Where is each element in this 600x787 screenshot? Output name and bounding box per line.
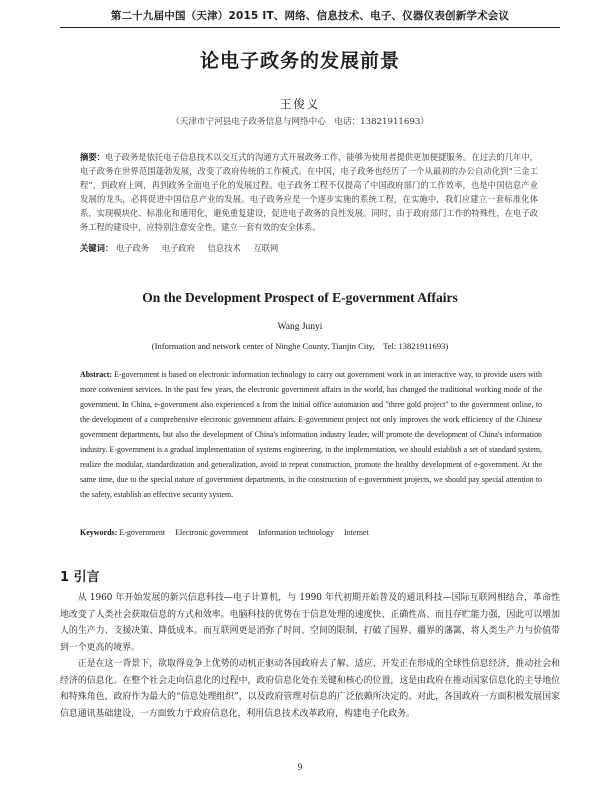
english-keyword: Internet xyxy=(343,528,369,537)
page-number: 9 xyxy=(297,762,303,772)
english-keywords-label: Keywords: xyxy=(80,528,118,537)
chinese-title: 论电子政务的发展前景 xyxy=(199,50,400,72)
body-paragraph: 从 1960 年开始发展的新兴信息科技—电子计算机，与 1990 年代初期开始普及的通讯科技—国际互联网相结合，革命性地改变了人类社会获取信息的方式和效率。电脑科技的优势在于信息处理的速度快、正确性高、而且存贮能力强，因此可以增加人的生产力、支援决策、降低成本。而互联网更是消弥了时间、空间的限制，打破了国界、疆界的藩篱，将人类生产力与价值带到一个更高的境界。 xyxy=(60,593,560,653)
english-author: Wang Junyi xyxy=(277,322,323,332)
body-paragraph: 正是在这一背景下，欲取得竞争上优势的动机正驱动各国政府去了解、适应、开发正在形成的全球性信息经济，推动社会和经济的信息化。在整个社会走向信息化的过程中，政府信息化处在关键和核心的位置，这是由政府在推动国家信息化的主导地位和特殊角色，政府作为最大的“信息处理组织”，以及政府管理对信息的广泛依赖所决定的。对此，各国政府一方面积极发展国家信息通讯基础建设，一方面致力于政府信息化，利用信息技术改革政府，构建电子化政务。 xyxy=(60,659,560,719)
chinese-keywords-label: 关键词： xyxy=(80,243,114,253)
english-keyword: E-government xyxy=(119,528,166,537)
english-affiliation: (Information and network center of Ninghe County, Tianjin City, Tel: 13821911693) xyxy=(151,341,449,351)
chinese-author: 王俊义 xyxy=(279,97,321,111)
chinese-abstract xyxy=(80,150,538,234)
chinese-abstract-label: 摘要： xyxy=(80,152,105,162)
english-abstract-text: E-government is based on electronic information technology to carry out government work in an interactive way, to provide users with more convenient services. In the past few years, the electronic government affairs in the world, has changed the traditional working mode of the government. In China, e-government also experienced a from the initial office automation and "three gold project" to the government online, to the development of a comprehensive electronic government affairs. E-government project not only improves the work efficiency of the Chinese government departments, but also the development of China's information industry leader, will promote the development of China's information industry. E-government is a gradual implementation of systems engineering, in the implementation, we should establish a set of standard system, realize the modular, standardization and generalization, avoid to repeat construction, promote the healthy development of e-government. At the same time, due to the special nature of government departments, in the construction of e-government projects, we should pay special attention to the safety, establish an effective security system. xyxy=(80,370,542,499)
chinese-affiliation: （天津市宁河县电子政务信息与网络中心 电话：13821911693） xyxy=(171,117,429,127)
english-keyword: Electronic government xyxy=(175,528,249,537)
chinese-keyword: 电子政务 xyxy=(115,243,150,253)
chinese-keywords xyxy=(80,242,538,254)
english-title: On the Development Prospect of E-government Affairs xyxy=(142,290,458,305)
english-keywords xyxy=(80,528,542,537)
chinese-keyword: 互联网 xyxy=(253,243,279,253)
english-keyword: Information technology xyxy=(258,528,334,537)
english-abstract-label: Abstract: xyxy=(80,370,112,379)
running-head: 第二十九届中国（天津）2015 IT、网络、信息技术、电子、仪器仪表创新学术会议 xyxy=(110,10,510,22)
chinese-keyword: 电子政府 xyxy=(161,243,195,253)
chinese-abstract-text: 电子政务是依托电子信息技术以交互式的沟通方式开展政务工作，能够为使用者提供更加便捷服务。在过去的几年中，电子政务在世界范围蓬勃发展，改变了政府传统的工作模式。在中国，电子政务也经历了一个从最初的办公自动化到“三金工程”，到政府上网，再到政务全面电子化的发展过程。电子政务工程不仅提高了中国政府部门的工作效率，也是中国信息产业发展的龙头，必将促进中国信息产业的发展。电子政务应是一个逐步实施的系统工程，在实施中，我们应建立一套标准化体系，实现模块化、标准化和通用化，避免重复建设，促进电子政务的良性发展。同时，由于政府部门工作的特殊性，在电子政务工程的建设中，应特别注意安全性，建立一套有效的安全体系。 xyxy=(80,152,538,232)
section-heading-introduction: 1 引言 xyxy=(60,570,100,585)
english-abstract xyxy=(80,367,542,502)
section-body xyxy=(60,590,560,722)
chinese-keyword: 信息技术 xyxy=(207,243,241,253)
header-rule xyxy=(60,27,560,28)
